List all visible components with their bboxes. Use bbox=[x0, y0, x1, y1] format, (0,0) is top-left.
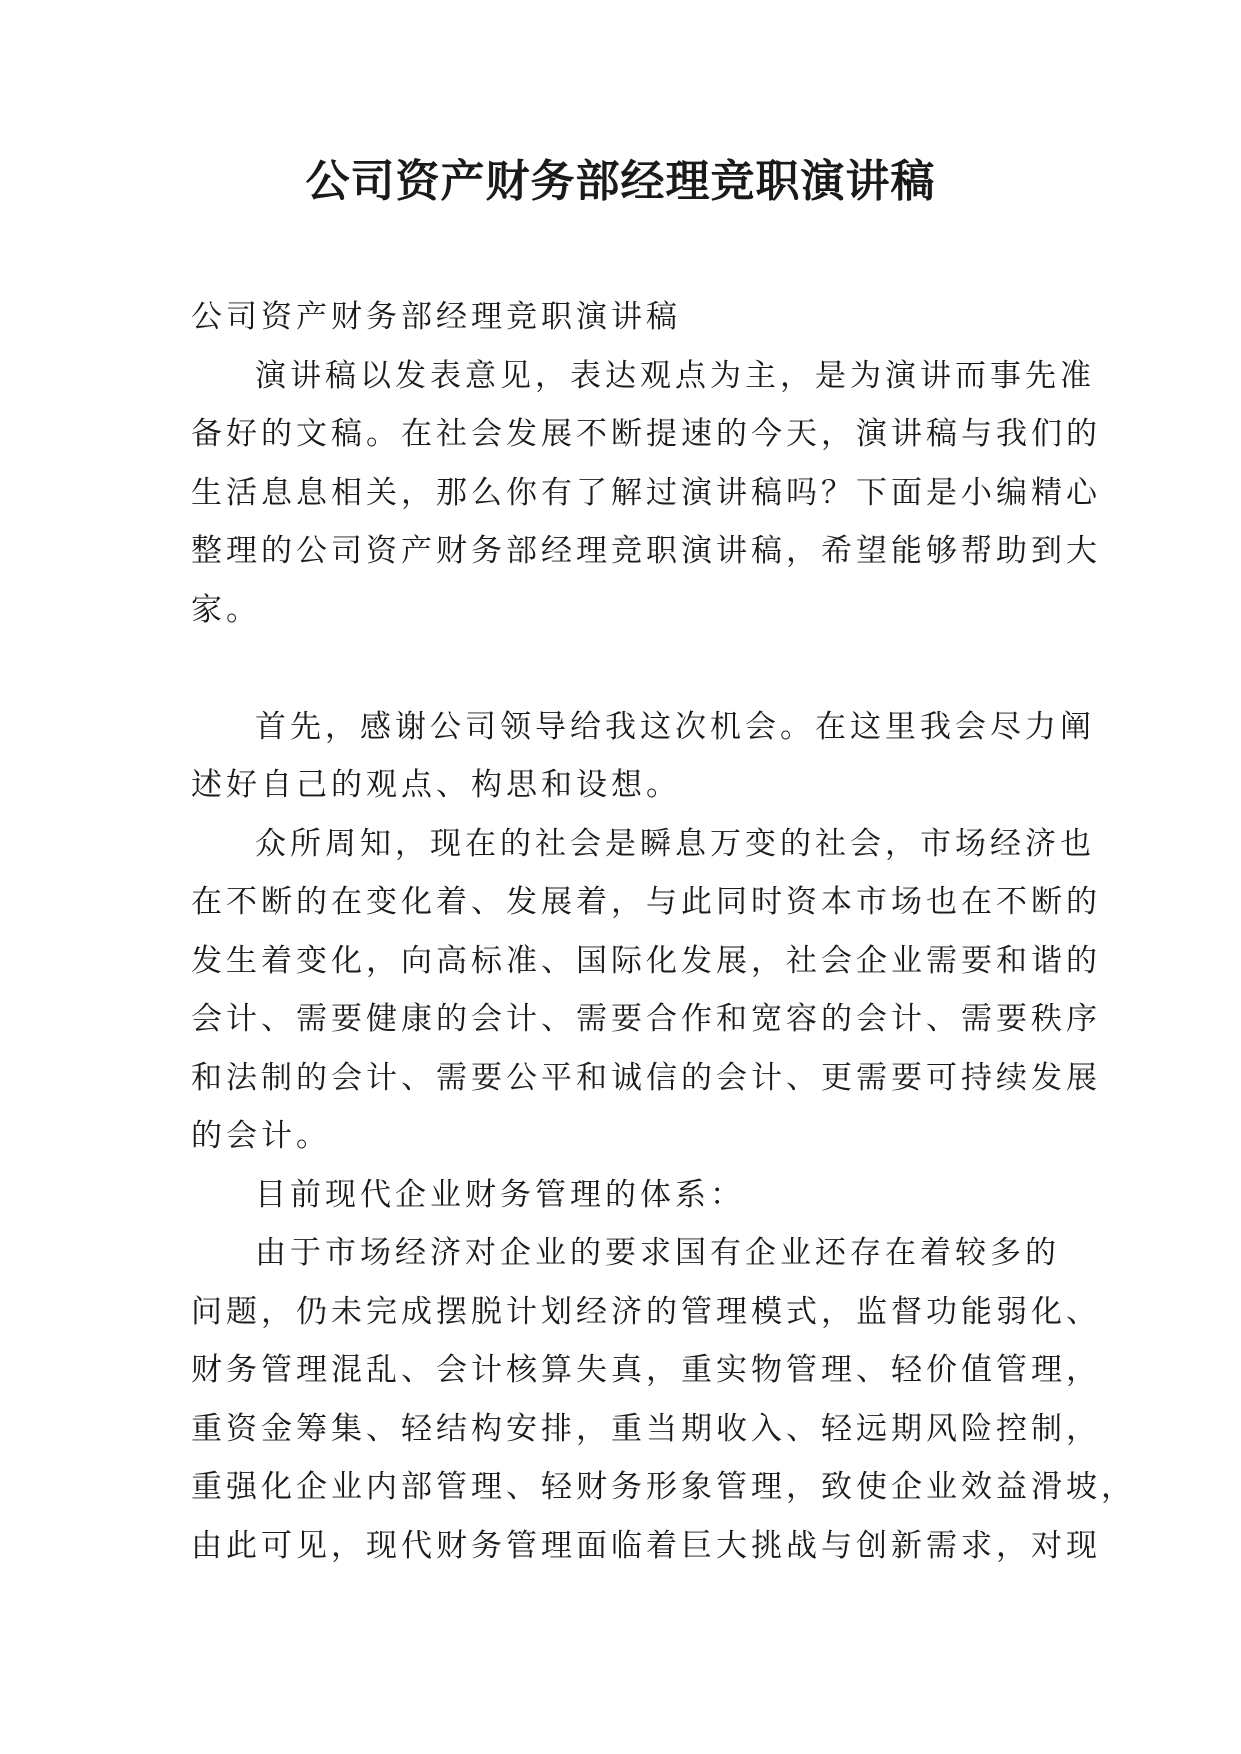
paragraph-line: 在不断的在变化着、发展着，与此同时资本市场也在不断的 bbox=[191, 884, 1101, 920]
paragraph-line: 由于市场经济对企业的要求国有企业还存在着较多的 bbox=[255, 1235, 1060, 1271]
paragraph-line: 的会计。 bbox=[191, 1118, 331, 1154]
paragraph-thanks bbox=[191, 698, 1095, 815]
paragraph-gap bbox=[191, 639, 1061, 698]
document-title: 公司资产财务部经理竞职演讲稿 bbox=[305, 156, 936, 207]
paragraph-line: 述好自己的观点、构思和设想。 bbox=[191, 767, 681, 803]
paragraph-line: 目前现代企业财务管理的体系： bbox=[255, 1176, 745, 1213]
document-body bbox=[191, 288, 1136, 1575]
paragraph-line: 首先，感谢公司领导给我这次机会。在这里我会尽力阐 bbox=[255, 708, 1095, 745]
paragraph-line: 演讲稿以发表意见，表达观点为主，是为演讲而事先准 bbox=[255, 357, 1095, 394]
paragraph-system-heading bbox=[191, 1166, 1061, 1225]
paragraph-line: 重强化企业内部管理、轻财务形象管理，致使企业效益滑坡， bbox=[191, 1469, 1136, 1505]
paragraph-line: 发生着变化，向高标准、国际化发展，社会企业需要和谐的 bbox=[191, 942, 1101, 979]
paragraph-line: 和法制的会计、需要公平和诚信的会计、更需要可持续发展 bbox=[191, 1059, 1101, 1096]
paragraph-problems bbox=[191, 1224, 1136, 1575]
paragraph-line: 财务管理混乱、会计核算失真，重实物管理、轻价值管理， bbox=[191, 1352, 1101, 1388]
paragraph-line: 整理的公司资产财务部经理竞职演讲稿，希望能够帮助到大 bbox=[191, 533, 1101, 569]
paragraph-intro bbox=[191, 347, 1101, 640]
paragraph-line: 问题，仍未完成摆脱计划经济的管理模式，监督功能弱化、 bbox=[191, 1293, 1101, 1330]
paragraph-line: 由此可见，现代财务管理面临着巨大挑战与创新需求，对现 bbox=[191, 1527, 1101, 1564]
paragraph-line: 会计、需要健康的会计、需要合作和宽容的会计、需要秩序 bbox=[191, 1001, 1101, 1037]
paragraph-line: 生活息息相关，那么你有了解过演讲稿吗？下面是小编精心 bbox=[191, 474, 1101, 511]
paragraph-society bbox=[191, 815, 1101, 1166]
paragraph-line: 备好的文稿。在社会发展不断提速的今天，演讲稿与我们的 bbox=[191, 416, 1101, 452]
paragraph-line: 家。 bbox=[191, 591, 261, 628]
paragraph-line: 众所周知，现在的社会是瞬息万变的社会，市场经济也 bbox=[255, 825, 1095, 862]
subtitle-line bbox=[191, 288, 1061, 347]
subtitle-text: 公司资产财务部经理竞职演讲稿 bbox=[191, 299, 681, 335]
paragraph-line: 重资金筹集、轻结构安排，重当期收入、轻远期风险控制， bbox=[191, 1410, 1101, 1447]
